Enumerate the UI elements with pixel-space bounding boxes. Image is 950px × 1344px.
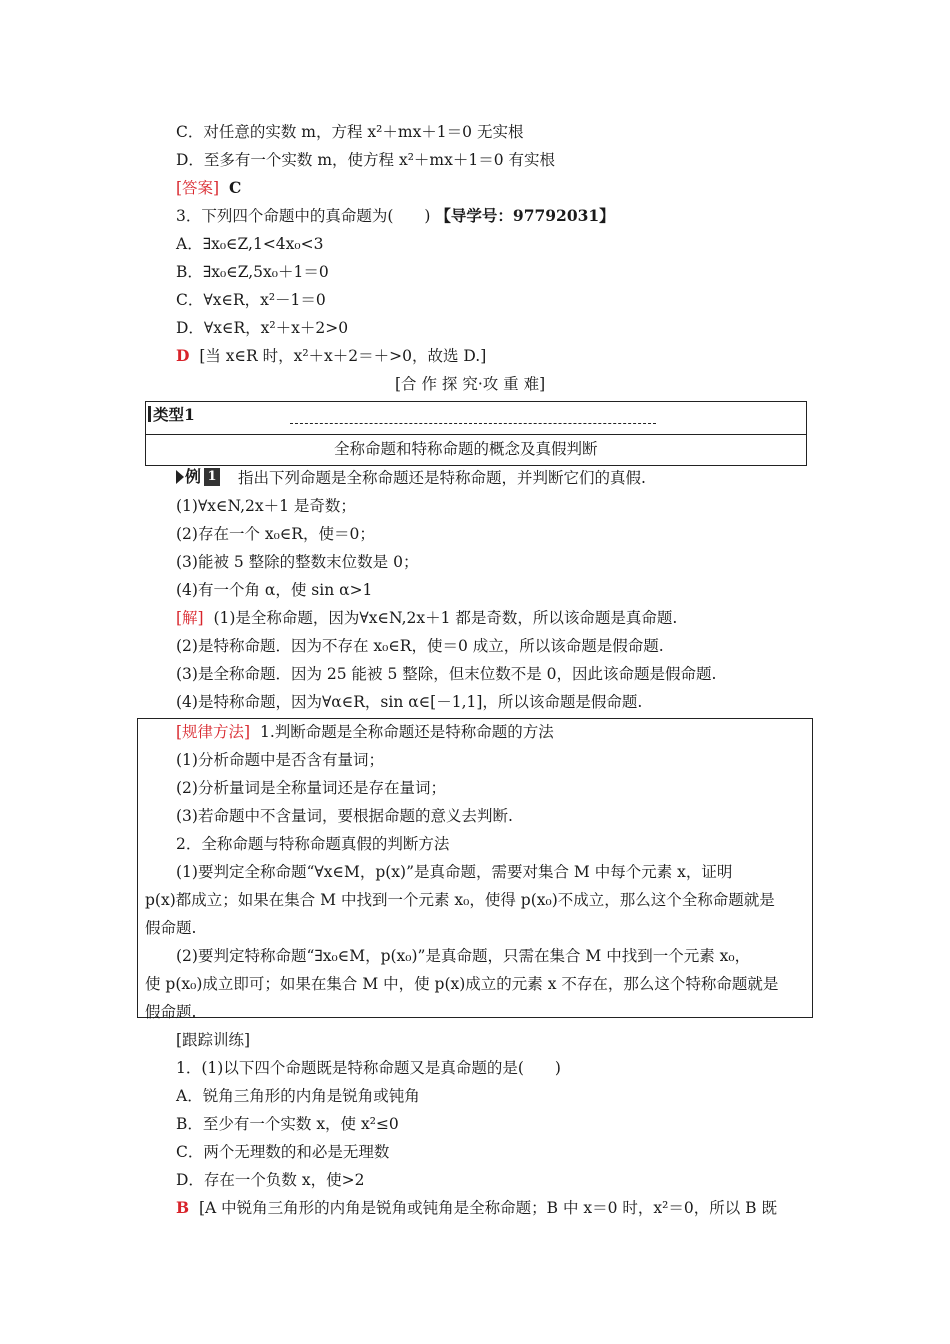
- answer-value: C: [228, 178, 242, 197]
- answer-tag: [答案]: [176, 179, 220, 197]
- solution-line-2: (2)是特称命题．因为不存在 x₀∈R，使＝0 成立，所以该命题是假命题.: [176, 637, 664, 655]
- solution-line-1: [176, 607, 677, 629]
- answer-line: [176, 177, 241, 199]
- question-3-ref: 【导学号：97792031】: [435, 206, 615, 225]
- section-heading: [合 作 探 究·攻 重 难]: [395, 375, 546, 393]
- solution-tag: [解]: [176, 609, 204, 627]
- method-item-2b-line3: 假命题.: [145, 1003, 197, 1021]
- type-title: 全称命题和特称命题的概念及真假判断: [334, 440, 598, 458]
- tracking-answer-text: [A 中锐角三角形的内角是锐角或钝角是全称命题；B 中 x＝0 时，x²＝0，所以 B 既: [198, 1199, 777, 1217]
- method-item-1a: (1)分析命题中是否含有量词；: [176, 751, 384, 769]
- type-box-rule: [146, 434, 806, 435]
- tracking-option-a: A．锐角三角形的内角是锐角或钝角: [176, 1087, 420, 1105]
- question-3-answer-letter: D: [176, 346, 190, 365]
- question-3-option-c: C．∀x∈R，x²－1＝0: [176, 291, 326, 309]
- solution-line-3: (3)是全称命题．因为 25 能被 5 整除，但末位数不是 0，因此该命题是假命题.: [176, 665, 717, 683]
- question-3-text: 3．下列四个命题中的真命题为( ): [176, 207, 431, 225]
- method-item-1c: (3)若命题中不含量词，要根据命题的意义去判断.: [176, 807, 513, 825]
- tracking-option-c: C．两个无理数的和必是无理数: [176, 1143, 390, 1161]
- question-3-option-b: B．∃x₀∈Z,5x₀＋1＝0: [176, 263, 329, 281]
- type-divider: [290, 423, 656, 424]
- example-prompt: 指出下列命题是全称命题还是特称命题，并判断它们的真假.: [238, 469, 646, 487]
- method-item-2b-line1: (2)要判定特称命题“∃x₀∈M，p(x₀)”是真命题，只需在集合 M 中找到一个元素 x₀，: [176, 947, 751, 965]
- question-3-option-d: D．∀x∈R，x²＋x＋2>0: [176, 319, 349, 337]
- option-d-prev: D．至多有一个实数 m，使方程 x²＋mx＋1＝0 有实根: [176, 151, 556, 169]
- example-item-4: (4)有一个角 α，使 sin α>1: [176, 581, 373, 599]
- tracking-option-b: B．至少有一个实数 x，使 x²≤0: [176, 1115, 399, 1133]
- example-arrow-icon: [176, 470, 184, 484]
- tracking-heading: [跟踪训练]: [176, 1031, 251, 1049]
- method-item-2a-line3: 假命题.: [145, 919, 197, 937]
- question-3: [176, 205, 615, 227]
- method-item-2a-line2: p(x)都成立；如果在集合 M 中找到一个元素 x₀，使得 p(x₀)不成立，那么这个全称命题就是: [145, 891, 775, 909]
- method-heading-2: 2．全称命题与特称命题真假的判断方法: [176, 835, 450, 853]
- example-item-2: (2)存在一个 x₀∈R，使＝0；: [176, 525, 375, 543]
- method-item-2b-line2: 使 p(x₀)成立即可；如果在集合 M 中，使 p(x)成立的元素 x 不存在，那么这个特称命题就是: [145, 975, 779, 993]
- method-tag: [规律方法]: [176, 723, 251, 741]
- option-c-prev: C．对任意的实数 m，方程 x²＋mx＋1＝0 无实根: [176, 123, 524, 141]
- question-3-answer-text: [当 x∈R 时，x²＋x＋2＝＋>0，故选 D.]: [199, 347, 487, 365]
- method-line-1: [176, 721, 554, 743]
- question-3-option-a: A．∃x₀∈Z,1<4x₀<3: [176, 235, 324, 253]
- example-tag: [176, 467, 222, 487]
- example-label: 例: [185, 467, 202, 486]
- method-item-1b: (2)分析量词是全称量词还是存在量词；: [176, 779, 446, 797]
- example-number: 1: [204, 468, 220, 486]
- example-item-3: (3)能被 5 整除的整数末位数是 0；: [176, 553, 419, 571]
- solution-line-4: (4)是特称命题，因为∀α∈R，sin α∈[－1,1]，所以该命题是假命题.: [176, 693, 643, 711]
- type-label: 类型1: [148, 403, 195, 425]
- question-3-answer: [176, 345, 486, 367]
- solution-text-1: (1)是全称命题，因为∀x∈N,2x＋1 都是奇数，所以该命题是真命题.: [213, 609, 678, 627]
- tracking-option-d: D．存在一个负数 x，使>2: [176, 1171, 365, 1189]
- method-item-2a-line1: (1)要判定全称命题“∀x∈M，p(x)”是真命题，需要对集合 M 中每个元素 x，证明: [176, 863, 733, 881]
- example-item-1: (1)∀x∈N,2x＋1 是奇数；: [176, 497, 356, 515]
- tracking-answer-letter: B: [176, 1198, 190, 1217]
- tracking-question-1: 1．(1)以下四个命题既是特称命题又是真命题的是( ): [176, 1059, 561, 1077]
- tracking-answer: [176, 1197, 777, 1219]
- method-heading-1: 1.判断命题是全称命题还是特称命题的方法: [259, 723, 554, 741]
